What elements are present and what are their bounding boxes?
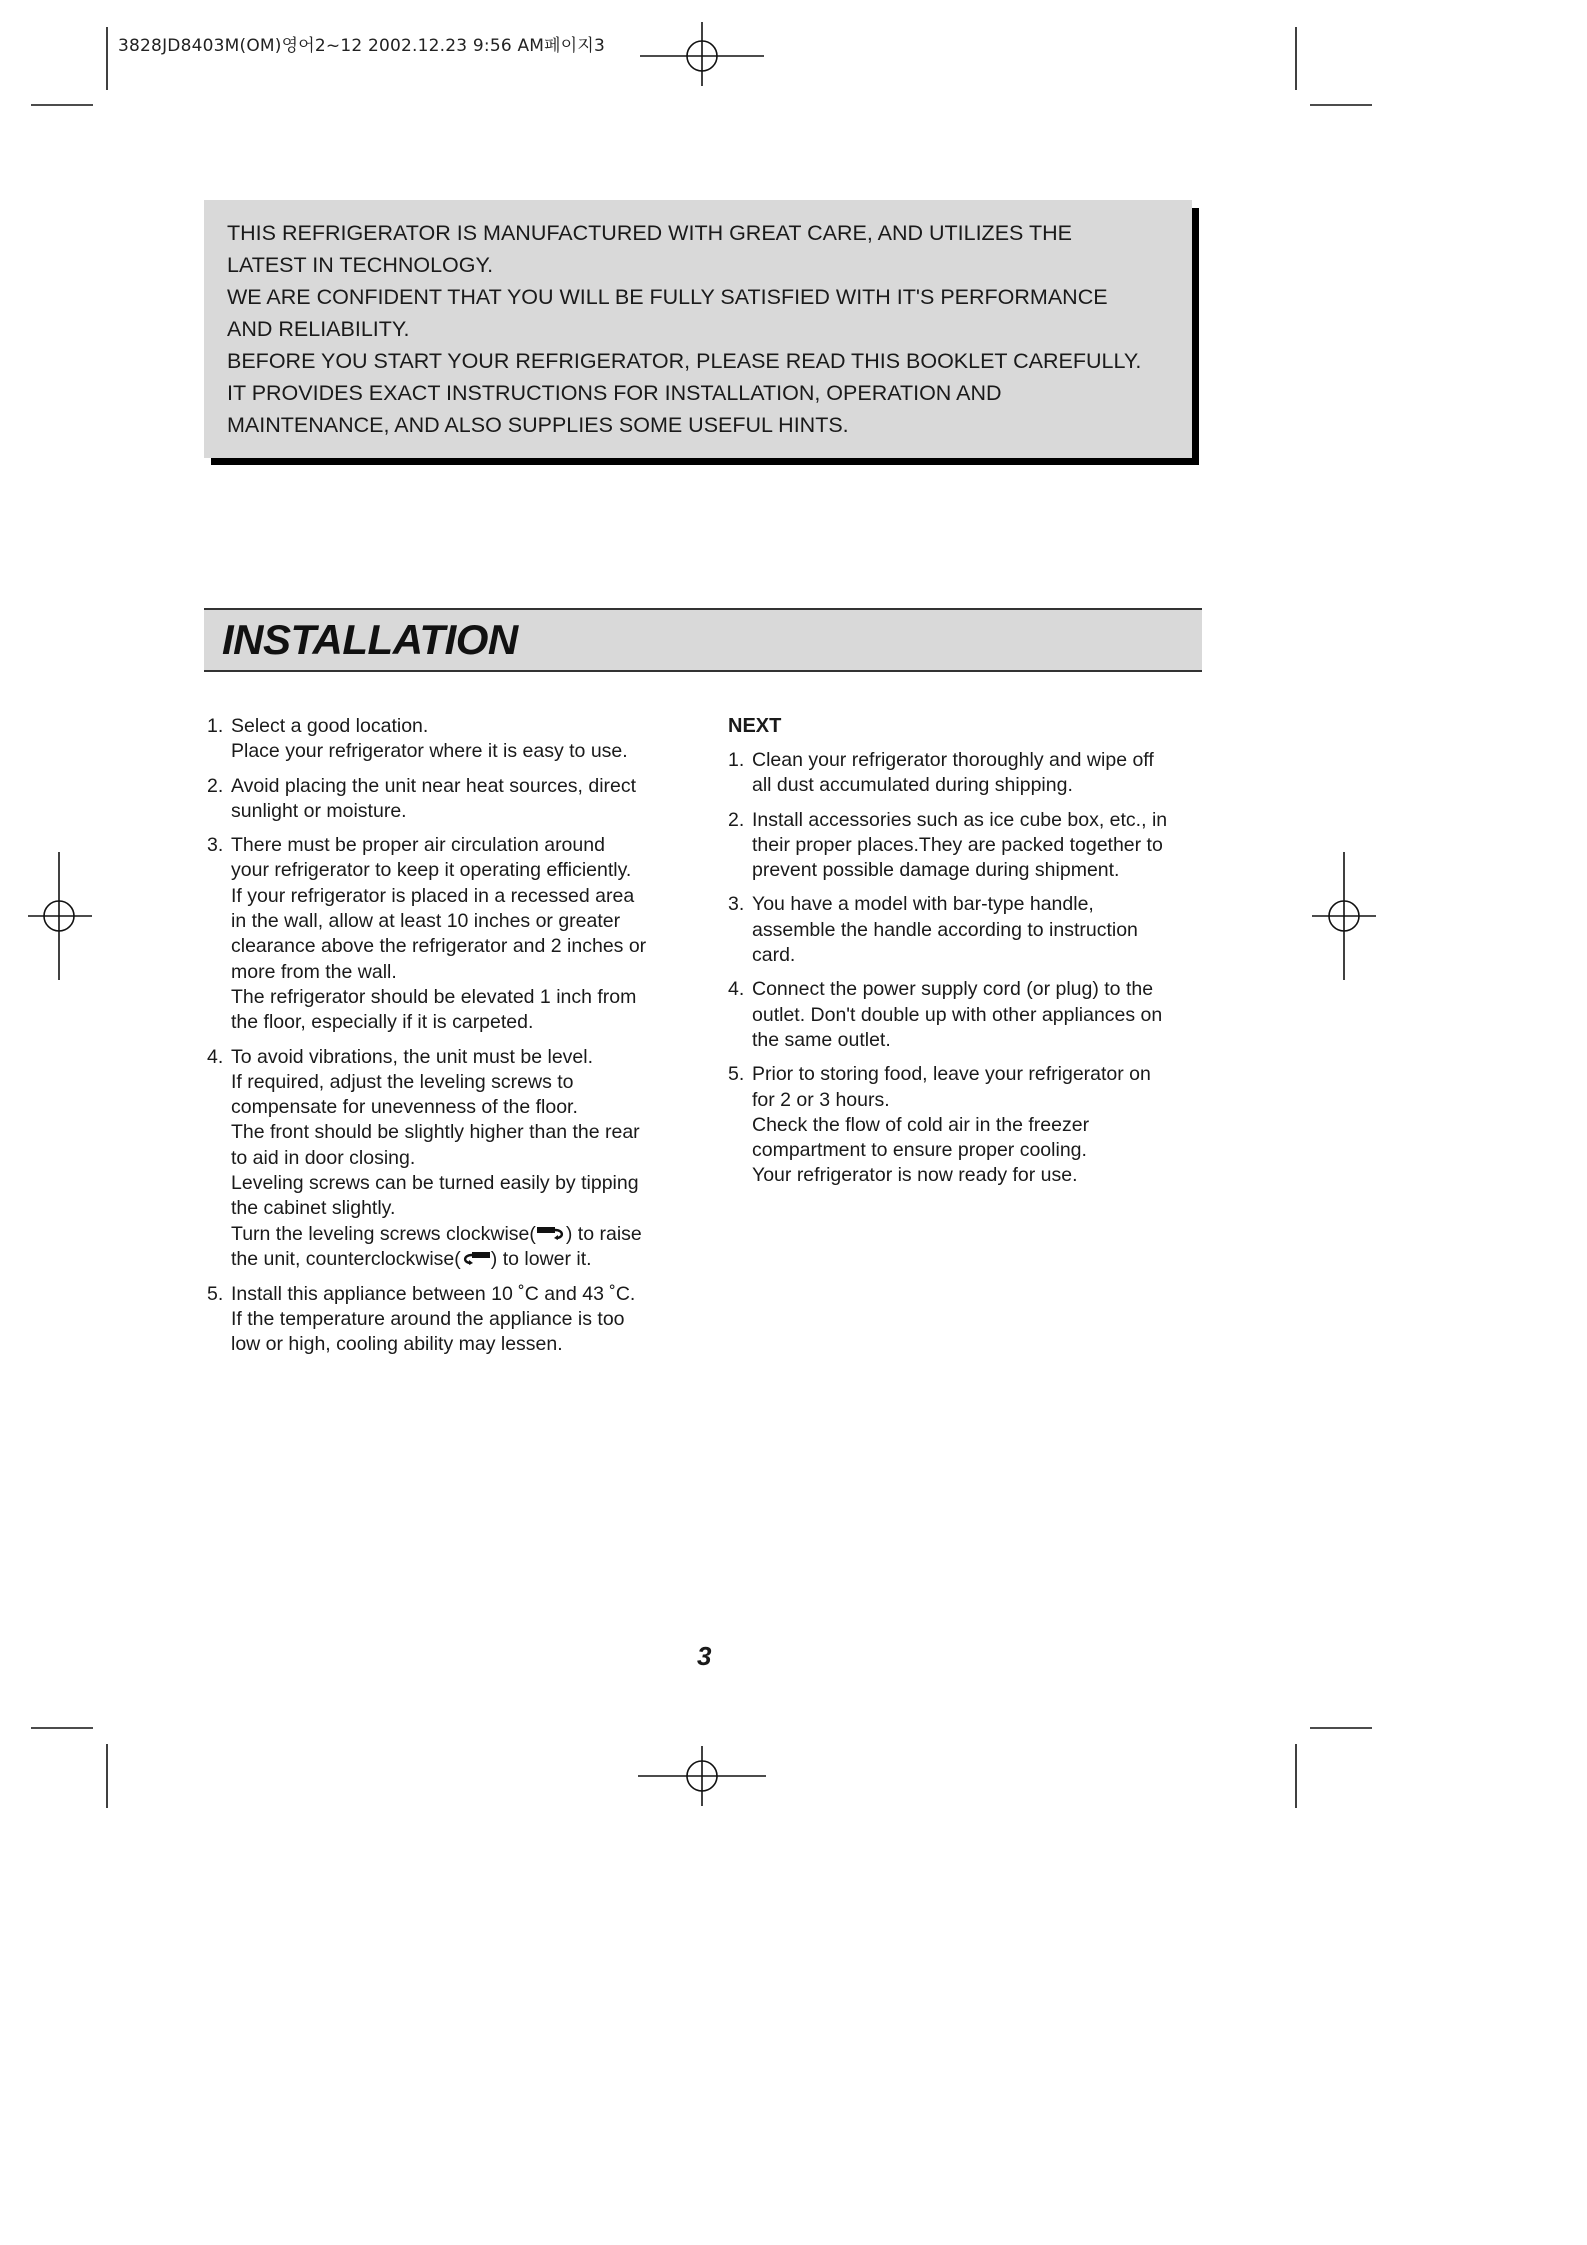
item-line: Avoid placing the unit near heat sources, direct: [231, 774, 637, 797]
item-number: 1.: [728, 749, 745, 771]
intro-line: AND RELIABILITY.: [227, 317, 410, 341]
item-line: your refrigerator to keep it operating efficiently.: [231, 859, 632, 882]
counterclockwise-arrow-icon: [461, 1247, 491, 1272]
item-number: 3.: [728, 893, 745, 916]
item-line: compartment to ensure proper cooling.: [752, 1139, 1087, 1162]
item-line: Clean your refrigerator thoroughly and wipe off: [752, 749, 1154, 771]
item-line: Check the flow of cold air in the freezer: [752, 1113, 1090, 1136]
item-number: 2.: [728, 808, 745, 831]
intro-box-shadow: [1192, 208, 1199, 465]
item-line: prevent possible damage during shipment.: [752, 859, 1120, 882]
item-line: assemble the handle according to instruction: [752, 918, 1138, 941]
item-line: the same outlet.: [752, 1028, 891, 1051]
clockwise-arrow-icon: [536, 1222, 566, 1247]
item-line: [231, 1247, 692, 1272]
item-number: 4.: [207, 1045, 224, 1068]
list-item: [728, 808, 1208, 884]
item-line: Select a good location.: [231, 715, 429, 737]
item-line: for 2 or 3 hours.: [752, 1088, 890, 1111]
item-line: Leveling screws can be turned easily by tipping: [231, 1172, 639, 1195]
turn-text: the unit, counterclockwise(: [231, 1248, 461, 1271]
registration-mark-right: [1312, 852, 1376, 980]
item-line: To avoid vibrations, the unit must be level.: [231, 1045, 594, 1068]
item-line: compensate for unevenness of the floor.: [231, 1096, 578, 1119]
turn-text: ) to raise: [565, 1222, 642, 1245]
item-line: in the wall, allow at least 10 inches or greater: [231, 910, 621, 933]
list-item: [207, 1045, 692, 1273]
intro-text: [227, 217, 1187, 441]
next-list: [728, 748, 1208, 1189]
item-line: more from the wall.: [231, 960, 397, 983]
item-line: card.: [752, 944, 796, 967]
print-slug: 3828JD8403M(OM)영어2~12 2002.12.23 9:56 AM페이지3: [118, 36, 606, 56]
item-line: If your refrigerator is placed in a recessed area: [231, 884, 635, 907]
right-column: [728, 714, 1208, 1198]
list-item: [728, 748, 1208, 799]
item-line: The refrigerator should be elevated 1 inch from: [231, 985, 637, 1008]
item-line: low or high, cooling ability may lessen.: [231, 1333, 563, 1356]
item-line: If required, adjust the leveling screws to: [231, 1070, 574, 1093]
left-column: [207, 714, 692, 1367]
item-line: The front should be slightly higher than the rear: [231, 1121, 640, 1144]
intro-line: IT PROVIDES EXACT INSTRUCTIONS FOR INSTALLATION, OPERATION AND: [227, 381, 1002, 405]
intro-box-shadow: [211, 458, 1199, 465]
item-line: Prior to storing food, leave your refrigerator on: [752, 1063, 1151, 1086]
page-number: 3: [697, 1641, 712, 1671]
intro-line: THIS REFRIGERATOR IS MANUFACTURED WITH GREAT CARE, AND UTILIZES THE: [227, 221, 1072, 245]
item-line: [231, 1222, 692, 1247]
installation-list: [207, 714, 692, 1358]
item-number: 3.: [207, 834, 224, 857]
item-number: 5.: [728, 1063, 745, 1086]
item-number: 2.: [207, 774, 224, 797]
item-line: You have a model with bar-type handle,: [752, 893, 1094, 916]
item-line: to aid in door closing.: [231, 1146, 416, 1169]
intro-line: MAINTENANCE, AND ALSO SUPPLIES SOME USEFUL HINTS.: [227, 413, 849, 437]
intro-line: LATEST IN TECHNOLOGY.: [227, 253, 494, 277]
list-item: [207, 774, 692, 825]
item-line: their proper places.They are packed together to: [752, 833, 1163, 856]
item-line: the floor, especially if it is carpeted.: [231, 1011, 534, 1034]
section-title: INSTALLATION: [222, 616, 518, 663]
next-heading: NEXT: [728, 715, 782, 737]
item-line: sunlight or moisture.: [231, 799, 407, 822]
item-number: 5.: [207, 1282, 224, 1305]
item-number: 1.: [207, 715, 224, 737]
list-item: [728, 892, 1208, 968]
item-line: outlet. Don't double up with other appliances on: [752, 1003, 1163, 1026]
registration-mark-top: [687, 22, 717, 86]
item-line: all dust accumulated during shipping.: [752, 774, 1073, 797]
intro-line: WE ARE CONFIDENT THAT YOU WILL BE FULLY SATISFIED WITH IT'S PERFORMANCE: [227, 285, 1108, 309]
item-line: There must be proper air circulation around: [231, 834, 605, 857]
intro-line: BEFORE YOU START YOUR REFRIGERATOR, PLEASE READ THIS BOOKLET CAREFULLY.: [227, 349, 1142, 373]
turn-text: ) to lower it.: [490, 1248, 592, 1271]
item-line: the cabinet slightly.: [231, 1197, 396, 1220]
list-item: [728, 977, 1208, 1053]
item-number: 4.: [728, 978, 745, 1001]
item-line: Place your refrigerator where it is easy to use.: [231, 740, 628, 763]
list-item: [207, 1282, 692, 1358]
list-item: [728, 1062, 1208, 1188]
item-line: Your refrigerator is now ready for use.: [752, 1164, 1078, 1187]
item-line: If the temperature around the appliance is too: [231, 1307, 625, 1330]
turn-text: Turn the leveling screws clockwise(: [231, 1222, 536, 1245]
list-item: [207, 833, 692, 1035]
item-line: Connect the power supply cord (or plug) to the: [752, 978, 1154, 1001]
item-line: Install this appliance between 10 ˚C and 43 ˚C.: [231, 1282, 636, 1305]
item-line: Install accessories such as ice cube box, etc., in: [752, 808, 1168, 831]
registration-mark-bottom: [638, 1746, 766, 1806]
list-item: [207, 714, 692, 765]
item-line: clearance above the refrigerator and 2 inches or: [231, 935, 647, 958]
registration-mark-left: [28, 852, 92, 980]
